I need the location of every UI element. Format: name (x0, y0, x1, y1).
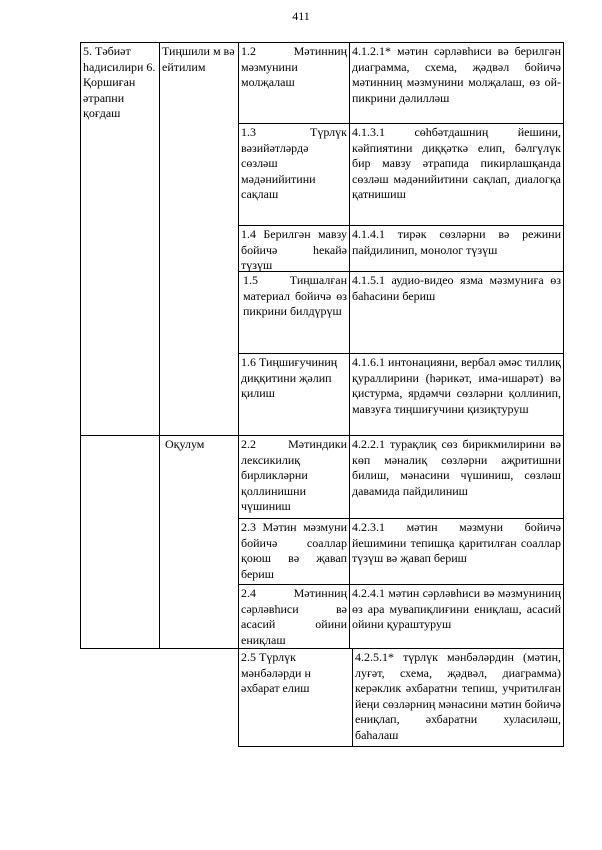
goal-cell: 2.5 Түрлүк мәнбәләрди н әхбарат елиш (241, 650, 311, 695)
goal-cell: 2.4 Мәтинниң сәрләвһиси вә асасий ойини ениқлаш (241, 586, 347, 647)
objective-cell: 4.2.2.1 турақлиқ сөз бирикмилирини вә көп мәналиқ сөзләрни аҗритишни билиш, мәнасини чүшиниш, сөзләш давамида пайдилиниш (352, 437, 561, 498)
objective-cell: 4.2.4.1 мәтин сәрләвһиси вә мәзмуниниң өз ара мувапиқлиғини ениқлаш, асасий ойини қураштуруш (352, 586, 561, 631)
skill-cell-listening-speaking: Тиңшили м вә ейтилим (162, 44, 235, 74)
objective-cell: 4.1.4.1 тирәк сөзләрни вә режини пайдилинип, монолог түзүш (352, 227, 561, 257)
objective-cell: 4.1.2.1* мәтин сәрләвһиси вә берилгән диаграмма, схема, җәдвәл бойичә мәтинниң мәзмунини молҗалаш, өз ой-пикрини дәлилләш (352, 44, 561, 105)
objective-cell: 4.1.6.1 интонацияни, вербал әмәс тиллиқ қураллирини (һәрикәт, има-ишарәт) вә қистурма, ярдәмчи сөзләрни қоллинип, мавзуға тиңшиғучини қизиқтуруш (352, 355, 561, 416)
objective-cell: 4.2.3.1 мәтин мәзмуни бойичә йешимини тепишқа қаритилған соаллар түзүш вә җавап бериш (352, 520, 561, 565)
objective-cell: 4.1.3.1 сөһбәтдашниң йешини, кәйпиятини диққәткә елип, бәлгүлүк бир мавзу әтрапида пикирлашқанда сөзләш мәдәнийитини сақлап, диалогқа қатнишиш (352, 125, 561, 201)
page-number: 411 (292, 9, 310, 23)
goal-cell: 2.2 Мәтиндики лексикилиқ бирликләрни қоллинишни чүшиниш (241, 437, 347, 513)
section-cell: 5. Тәбиәт һадисилири 6. Қоршиған әтрапни қоғдаш (83, 44, 156, 120)
goal-cell: 1.6 Тиңшиғучиниң диққитини җәлип қилиш (241, 355, 338, 400)
goal-cell: 2.3 Мәтин мәзмуни бойичә соаллар қоюш вә җавап бериш (241, 520, 347, 581)
goal-cell: 1.2 Мәтинниң мәзмунини молҗалаш (241, 44, 347, 89)
objective-cell: 4.2.5.1* түрлүк мәнбәләрдин (мәтин, луғәт, схема, җәдвәл, диаграмма) керәклик әхбаратни тепиш, учритилған йеңи сөзләрниң мәнасини мәтин бойичә ениқлап, әхбаратни хуласиләш, баһалаш (355, 650, 561, 742)
objective-cell: 4.1.5.1 аудио-видео язма мәзмуниға өз баһасини бериш (352, 273, 561, 303)
goal-cell: 1.4 Берилгән мавзу бойичә һекайә түзүш (241, 227, 347, 272)
goal-cell: 1.5 Тиңшалған материал бойичә өз пикрини билдүрүш (243, 273, 347, 318)
goal-cell: 1.3 Түрлүк вәзийәтләрдә сөзләш мәдәнийитини сақлаш (241, 125, 347, 201)
skill-cell-reading: Оқулум (165, 437, 205, 451)
